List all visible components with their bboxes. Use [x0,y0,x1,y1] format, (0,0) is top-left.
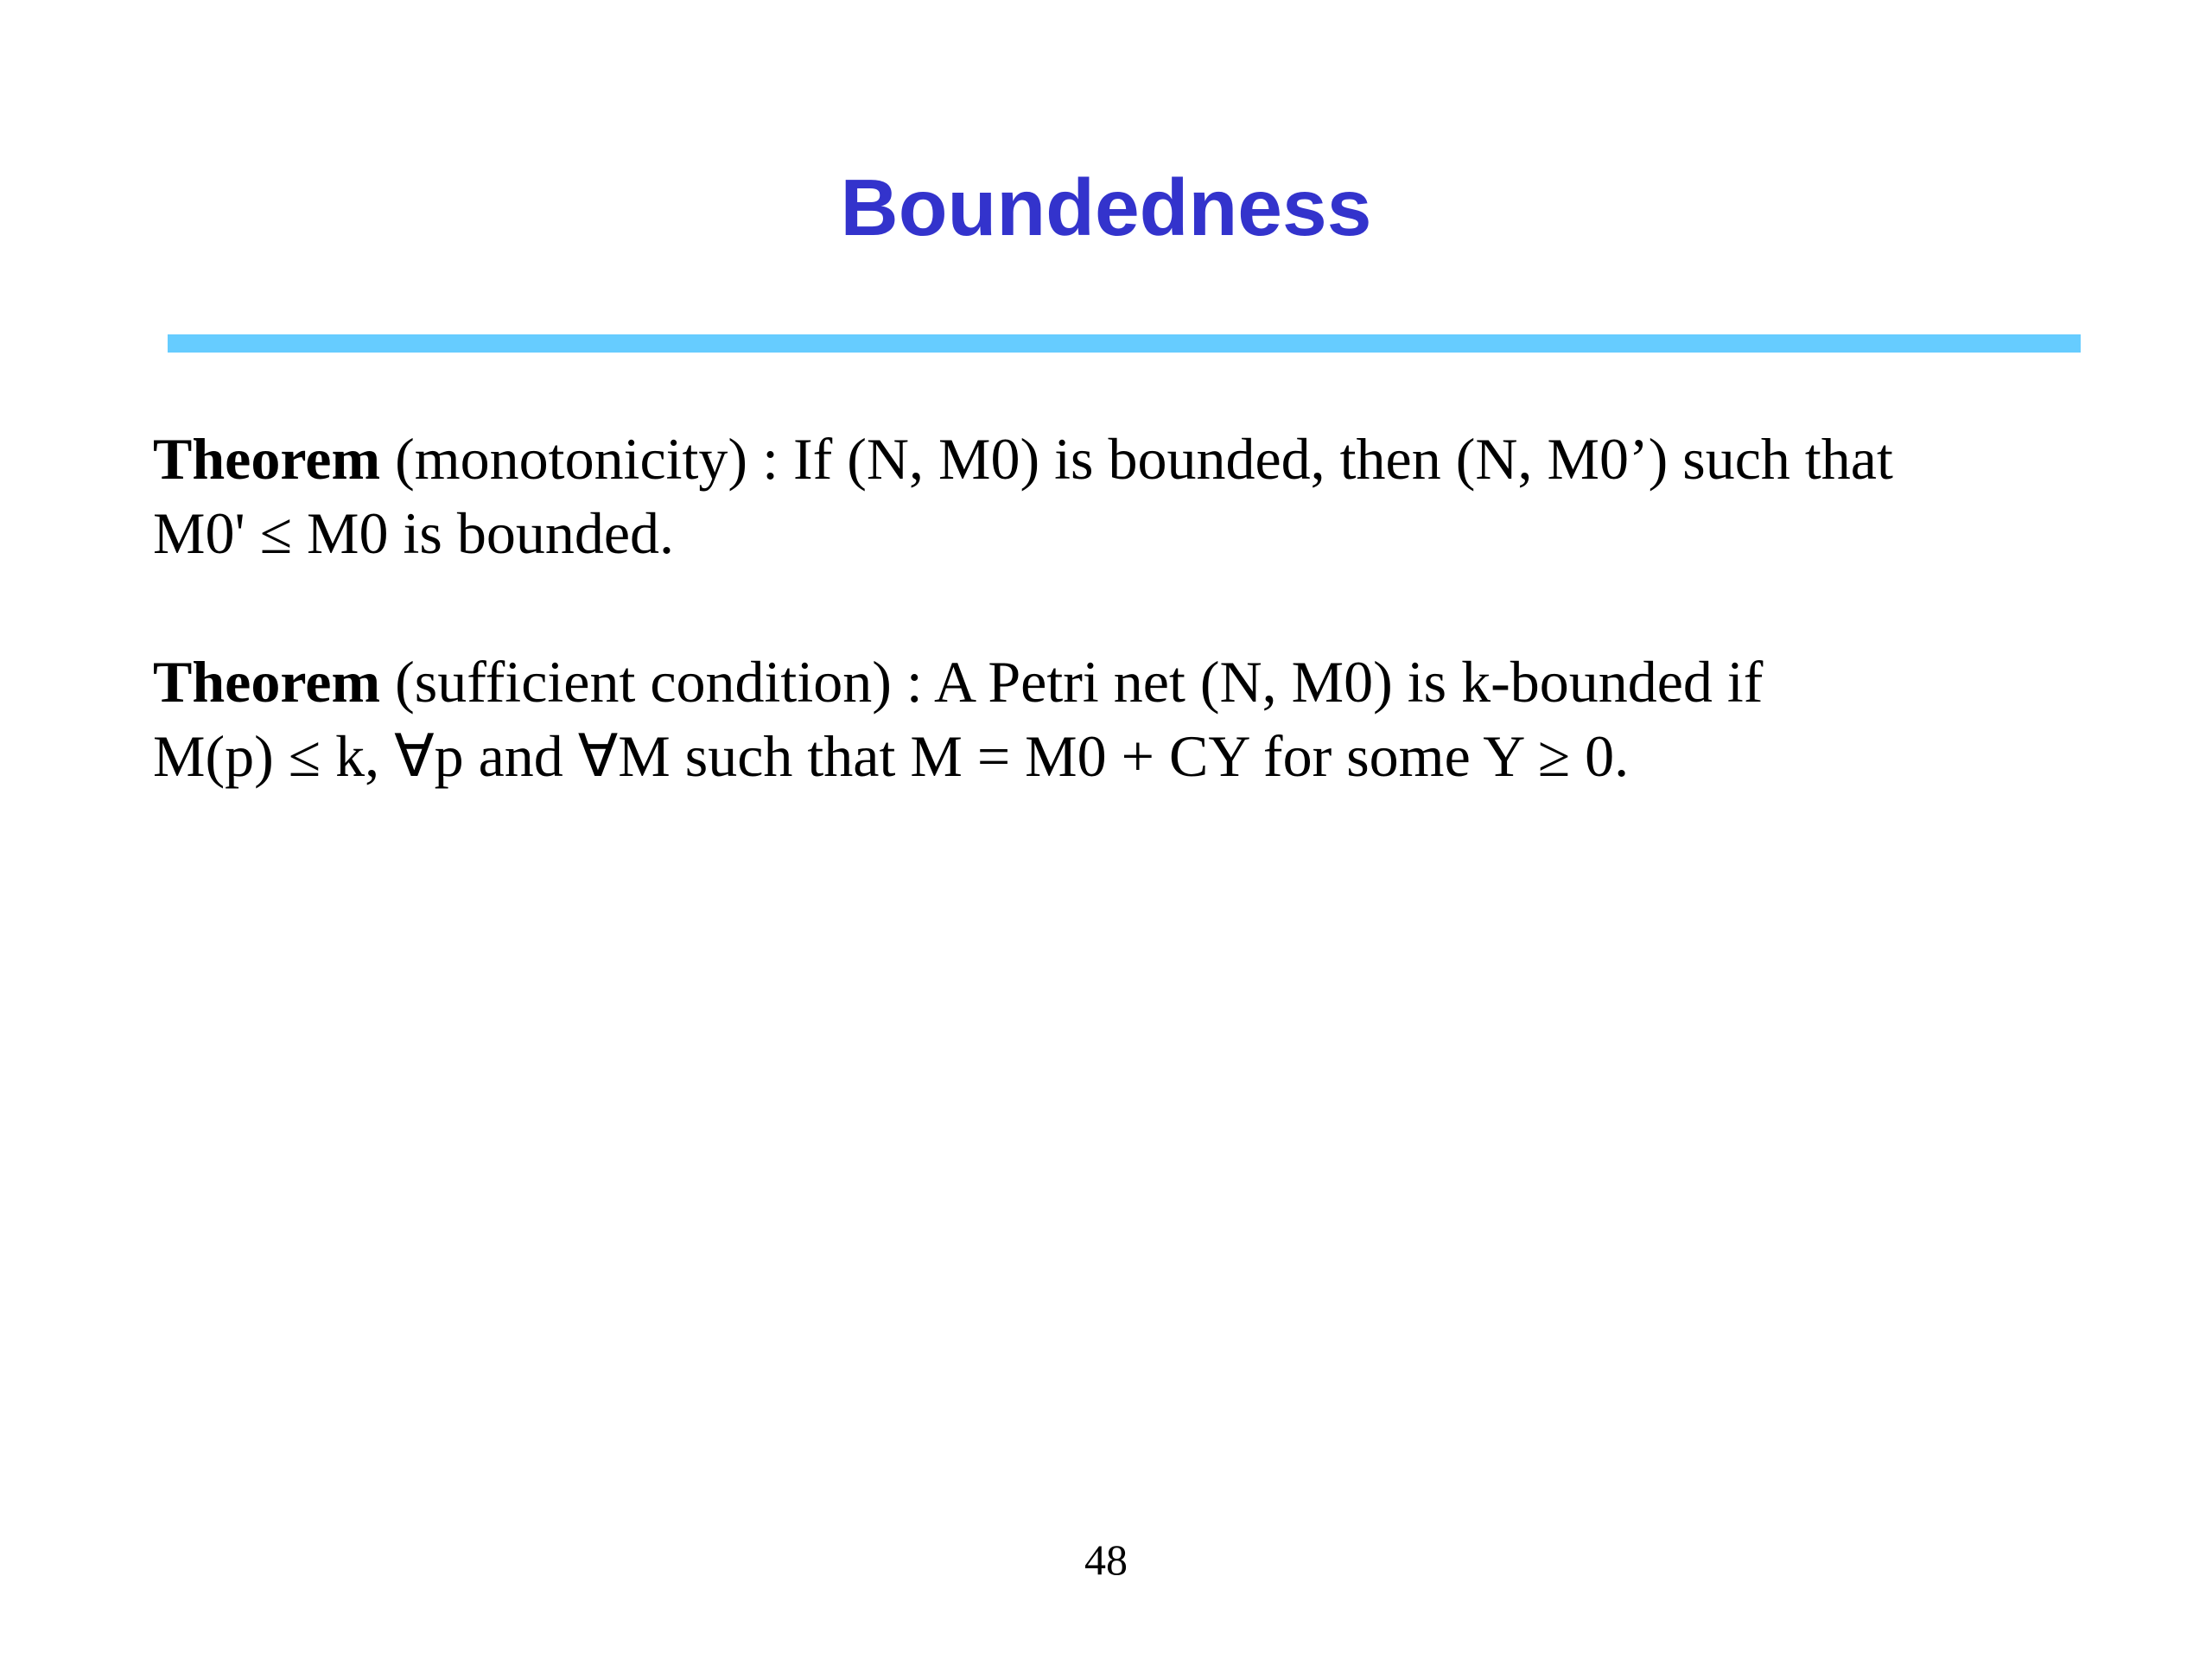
theorem-label: Theorem [153,649,381,715]
theorem-line-1 [153,645,2097,719]
theorem-monotonicity [153,422,2097,570]
title-divider [168,334,2081,353]
theorem-line-2: M(p) ≤ k, ∀p and ∀M such that M = M0 + CY for some Y ≥ 0. [153,723,1630,789]
theorem-line-1 [153,422,2097,496]
theorem-sufficient-condition [153,645,2097,793]
theorem-text: (sufficient condition) : A Petri net (N, M0) is k-bounded if [380,649,1764,715]
theorem-label: Theorem [153,426,381,492]
theorem-text: (monotonicity) : If (N, M0) is bounded, then (N, M0’) such that [380,426,1893,492]
slide-title: Boundedness [840,162,1372,252]
theorem-line-2: M0' ≤ M0 is bounded. [153,500,675,566]
page-number: 48 [1084,1535,1128,1584]
